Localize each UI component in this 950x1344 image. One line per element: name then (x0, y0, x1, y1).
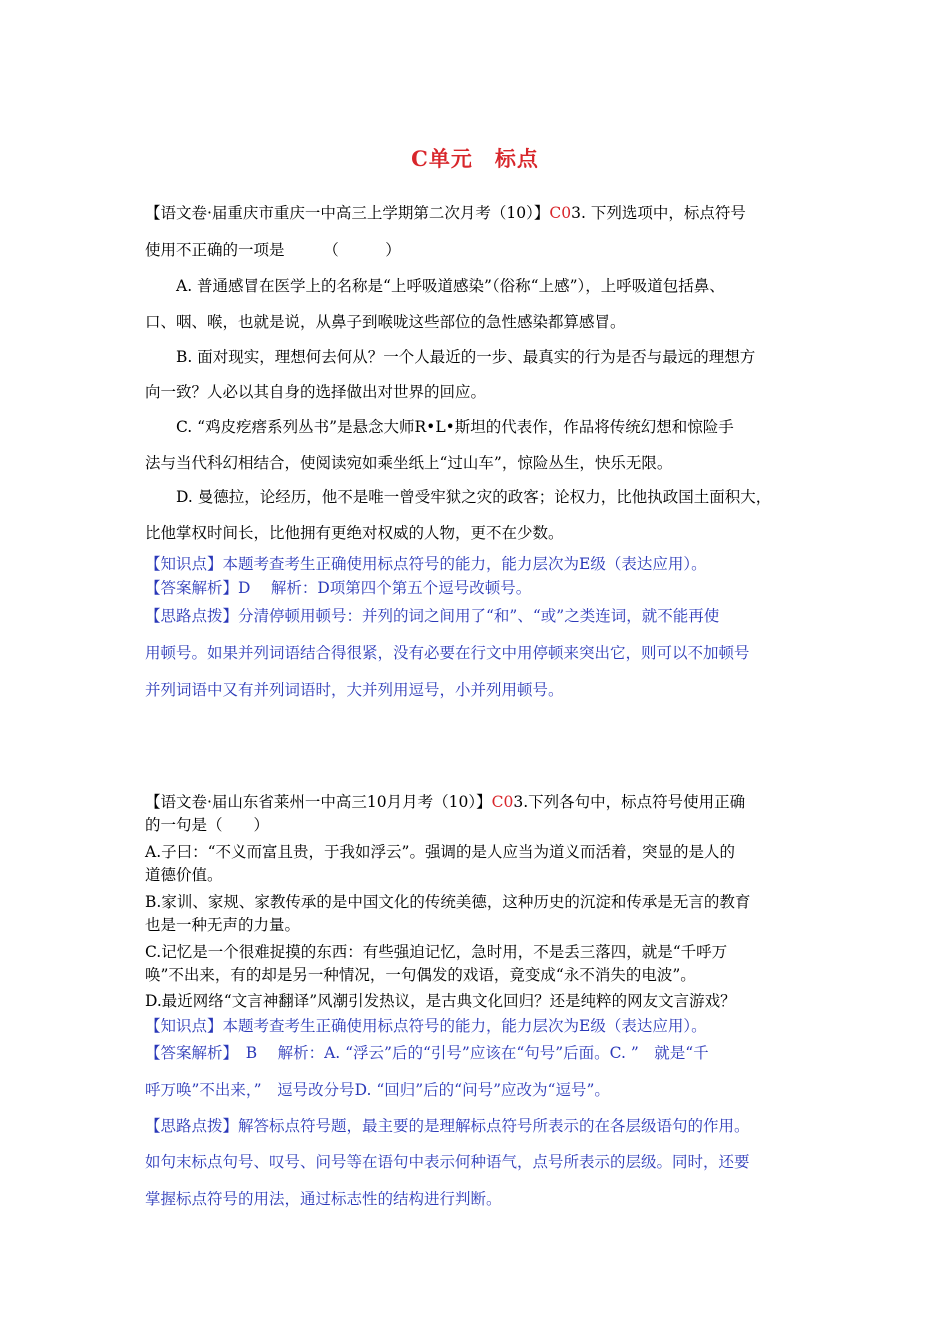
q1-option-b: B. 面对现实，理想何去何从？一个人最近的一步、最真实的行为是否与最远的理想方 (176, 348, 756, 366)
q1-header (145, 201, 746, 223)
q1-tip-cont-1: 用顿号。如果并列词语结合得很紧，没有必要在行文中用停顿来突出它，则可以不加顿号 (145, 644, 750, 662)
q1-stem: 使用不正确的一项是 （ ） (145, 241, 401, 259)
q2-answer-analysis-cont: 呼万唤”不出来，” 逗号改分号D. “回归”后的“问号”应改为“逗号”。 (145, 1081, 610, 1099)
q1-option-b-cont: 向一致？人必以其自身的选择做出对世界的回应。 (145, 383, 487, 401)
q1-option-d-cont: 比他掌权时间长，比他拥有更绝对权威的人物，更不在少数。 (145, 524, 564, 542)
q2-option-b-cont: 也是一种无声的力量。 (145, 916, 301, 934)
q2-knowledge-point: 【知识点】本题考查考生正确使用标点符号的能力，能力层次为E级（表达应用）。 (145, 1017, 707, 1035)
q1-option-c-cont: 法与当代科幻相结合，使阅读宛如乘坐纸上“过山车”，惊险丛生，快乐无限。 (145, 454, 673, 472)
q2-option-c-cont: 唤”不出来，有的却是另一种情况，一句偶发的戏语，竟变成“永不消失的电波”。 (145, 966, 696, 984)
q1-source: 【语文卷·届重庆市重庆一中高三上学期第二次月考（10）】 (145, 204, 550, 222)
page-title: C单元 标点 (411, 146, 539, 171)
q2-option-b: B.家训、家规、家教传承的是中国文化的传统美德，这种历史的沉淀和传承是无言的教育 (145, 893, 751, 911)
q1-code: C0 (549, 204, 572, 222)
q1-option-c: C. “鸡皮疙瘩系列丛书”是悬念大师R•L•斯坦的代表作，作品将传统幻想和惊险手 (176, 418, 734, 436)
q1-tip-cont-2: 并列词语中又有并列词语时，大并列用逗号，小并列用顿号。 (145, 681, 564, 699)
q2-option-a-cont: 道德价值。 (145, 866, 223, 884)
q2-question-number: 3.下列各句中，标点符号使用正确 (513, 793, 746, 811)
q2-source: 【语文卷·届山东省莱州一中高三10月月考（10）】 (145, 793, 492, 811)
q1-knowledge-point: 【知识点】本题考查考生正确使用标点符号的能力，能力层次为E级（表达应用）。 (145, 555, 707, 573)
q2-code: C0 (491, 793, 514, 811)
q2-tip-cont-1: 如句末标点句号、叹号、问号等在语句中表示何种语气，点号所表示的层级。同时，还要 (145, 1153, 750, 1171)
q2-answer-analysis: 【答案解析】 B 解析：A. “浮云”后的“引号”应该在“句号”后面。C. ” 就是“千 (145, 1044, 709, 1062)
q1-option-a: A. 普通感冒在医学上的名称是“上呼吸道感染”（俗称“上感”），上呼吸道包括鼻、 (176, 277, 725, 295)
q2-header (145, 790, 745, 812)
q1-question-number: 3. 下列选项中，标点符号 (571, 204, 746, 222)
q2-tip: 【思路点拨】解答标点符号题，最主要的是理解标点符号所表示的在各层级语句的作用。 (145, 1117, 750, 1135)
q2-option-c: C.记忆是一个很难捉摸的东西：有些强迫记忆，急时用，不是丢三落四，就是“千呼万 (145, 943, 728, 961)
q1-option-a-cont: 口、咽、喉，也就是说，从鼻子到喉咙这些部位的急性感染都算感冒。 (145, 313, 626, 331)
q2-option-d: D.最近网络“文言神翻译”风潮引发热议，是古典文化回归？还是纯粹的网友文言游戏？ (145, 992, 736, 1010)
q1-answer-analysis: 【答案解析】D 解析：D项第四个第五个逗号改顿号。 (145, 579, 532, 597)
q1-option-d: D. 曼德拉，论经历，他不是唯一曾受牢狱之灾的政客；论权力，比他执政国土面积大， (176, 488, 772, 506)
q2-stem: 的一句是（ ） (145, 816, 270, 834)
q2-tip-cont-2: 掌握标点符号的用法，通过标志性的结构进行判断。 (145, 1190, 502, 1208)
q2-option-a: A.子曰：“不义而富且贵，于我如浮云”。强调的是人应当为道义而活着，突显的是人的 (145, 843, 735, 861)
q1-tip: 【思路点拨】分清停顿用顿号：并列的词之间用了“和”、“或”之类连词，就不能再使 (145, 607, 720, 625)
